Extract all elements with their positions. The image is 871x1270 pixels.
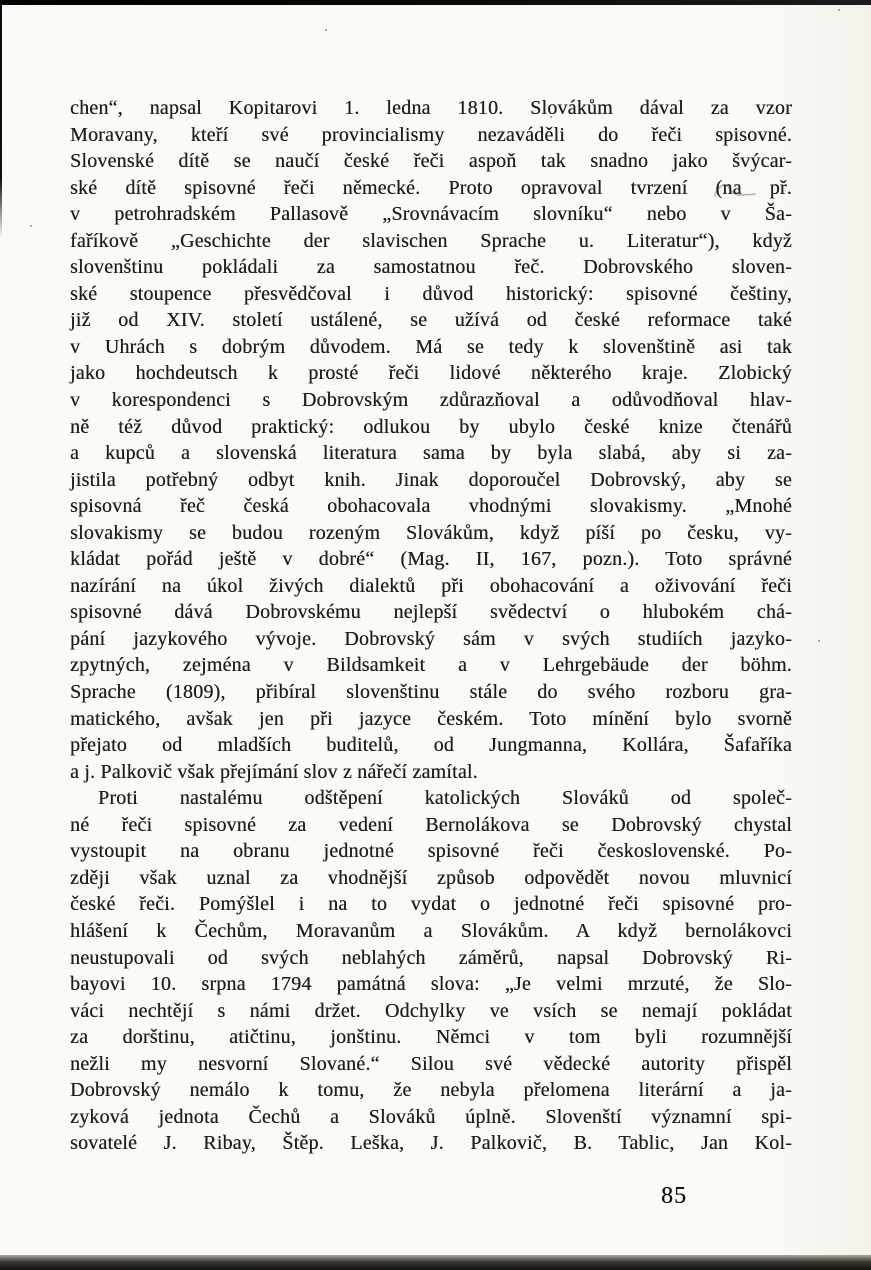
text-line: ně též důvod praktický: odlukou by ubylo české knize čtenářů	[70, 415, 792, 438]
text-line: přejato od mladších buditelů, od Jungmanna, Kollára, Šafaříka	[70, 734, 792, 757]
text-line: ské dítě spisovné řeči německé. Proto opravoval tvrzení (na př.	[70, 176, 792, 199]
text-line: chen“, napsal Kopitarovi 1. ledna 1810. Slovákům dával za vzor	[70, 97, 792, 119]
speck	[30, 225, 32, 227]
text-line: jistila potřebný odbyt knih. Jinak doporoučel Dobrovský, aby se	[70, 468, 792, 491]
text-line: zpytných, zejména v Bildsamkeit a v Lehrgebäude der böhm.	[70, 654, 792, 677]
speck	[325, 29, 327, 31]
text-line: již od XIV. století ustálené, se užívá od české reformace také	[70, 309, 792, 332]
scan-edge-left	[0, 0, 2, 238]
text-line: váci nechtějí s námi držet. Odchylky ve vsích se nemají pokládat	[70, 999, 792, 1022]
text-line: v korespondenci s Dobrovským zdůrazňoval a odůvodňoval hlav-	[70, 389, 792, 412]
text-line: né řeči spisovné za vedení Bernolákova se Dobrovský chystal	[70, 813, 792, 836]
speck	[838, 9, 840, 11]
text-line: české řeči. Pomýšlel i na to vydat o jednotné řeči spisovné pro-	[70, 893, 792, 916]
text-line: hlášení k Čechům, Moravanům a Slovákům. A když bernolákovci	[70, 919, 792, 942]
text-line: pání jazykového vývoje. Dobrovský sám v svých studiích jazyko-	[70, 627, 792, 650]
text-line: Slovenské dítě se naučí české řeči aspoň tak snadno jako švýcar-	[70, 150, 792, 173]
text-line: jako hochdeutsch k prosté řeči lidové některého kraje. Zlobický	[70, 362, 792, 385]
text-line: Dobrovský nemálo k tomu, že nebyla přelomena literární a ja-	[70, 1079, 792, 1102]
text-line: kládat pořád ještě v dobré“ (Mag. II, 167, pozn.). Toto správné	[70, 548, 792, 571]
text-line: za dorštinu, atičtinu, jonštinu. Němci v tom byli rozumnější	[70, 1026, 792, 1049]
text-line: faříkově „Geschichte der slavischen Sprache u. Literatur“), když	[70, 229, 792, 252]
text-line: slovakismy se budou rozeným Slovákům, když píší po česku, vy-	[70, 521, 792, 544]
text-line: sovatelé J. Ribay, Štěp. Leška, J. Palkovič, B. Tablic, Jan Kol-	[70, 1132, 792, 1155]
text-line: zději však uznal za vhodnější způsob odpovědět novou mluvnicí	[70, 866, 792, 889]
page-number: 85	[661, 1183, 687, 1209]
text-line: neustupovali od svých neblahých záměrů, napsal Dobrovský Ri-	[70, 946, 792, 969]
text-line: a j. Palkovič však přejímání slov z nářečí zamítal.	[70, 760, 478, 783]
text-line: spisovná řeč česká obohacovala vhodnými slovakismy. „Mnohé	[70, 495, 792, 518]
text-line: spisovné dává Dobrovskému nejlepší svědectví o hlubokém chá-	[70, 601, 792, 624]
text-line: bayovi 10. srpna 1794 památná slova: „Je velmi mrzuté, že Slo-	[70, 973, 792, 996]
text-line: nazírání na úkol živých dialektů při obohacování a oživování řeči	[70, 574, 792, 597]
scan-edge-bottom	[0, 1255, 871, 1270]
text-line: matického, avšak jen při jazyce českém. Toto mínění bylo svorně	[70, 707, 792, 730]
text-line: zyková jednota Čechů a Slováků úplně. Slovenští významní spi-	[70, 1105, 792, 1128]
text-line: Sprache (1809), přibíral slovenštinu stále do svého rozboru gra-	[70, 681, 792, 704]
text-line: v Uhrách s dobrým důvodem. Má se tedy k slovenštině asi tak	[70, 335, 792, 358]
text-line: slovenštinu pokládali za samostatnou řeč. Dobrovského sloven-	[70, 256, 792, 279]
text-line: nežli my nesvorní Slované.“ Silou své vědecké autority přispěl	[70, 1052, 792, 1075]
text-line: v petrohradském Pallasově „Srovnávacím slovníku“ nebo v Ša-	[70, 203, 792, 226]
text-line: ské stoupence přesvědčoval i důvod historický: spisovné češtiny,	[70, 282, 792, 305]
text-line: Moravany, kteří své provincialismy nezaváděli do řeči spisovné.	[70, 123, 792, 146]
text-line: Proti nastalému odštěpení katolických Slováků od společ-	[98, 787, 792, 810]
text-line: vystoupit na obranu jednotné spisovné řeči československé. Po-	[70, 840, 792, 863]
text-line: a kupců a slovenská literatura sama by byla slabá, aby si za-	[70, 442, 792, 465]
speck	[818, 640, 820, 642]
scan-edge-top	[0, 0, 871, 5]
page-text	[70, 95, 792, 1157]
